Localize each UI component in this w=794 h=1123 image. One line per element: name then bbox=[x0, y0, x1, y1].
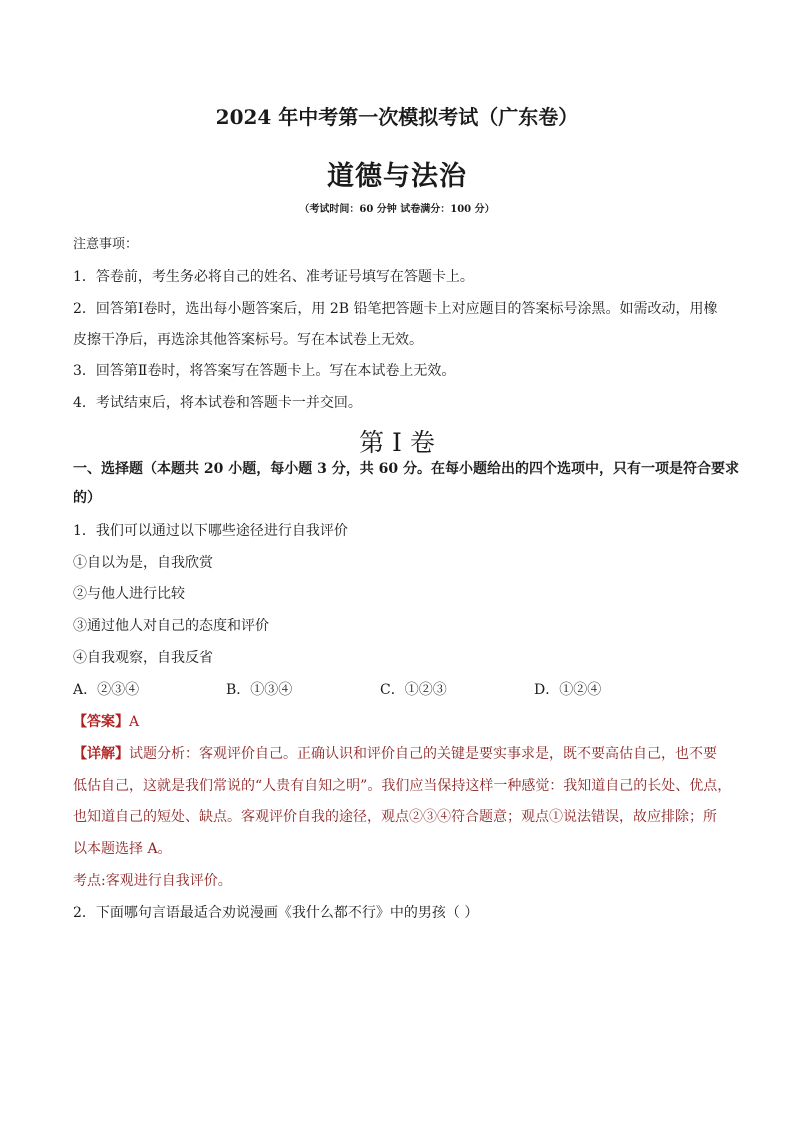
question-2-stem: 2．下面哪句言语最适合劝说漫画《我什么都不行》中的男孩（ ） bbox=[73, 905, 479, 921]
notice-item: 4．考试结束后，将本试卷和答题卡一并交回。 bbox=[73, 395, 362, 411]
answer-label: 【答案】 bbox=[73, 714, 129, 730]
section-heading-continued: 的） bbox=[73, 490, 101, 506]
option-d: D．①②④ bbox=[534, 682, 602, 698]
option-c: C．①②③ bbox=[380, 682, 447, 698]
explanation-text: 试题分析：客观评价自己。正确认识和评价自己的关键是要实事求是，既不要高估自己，也不要 bbox=[129, 746, 717, 762]
statement-item: ②与他人进行比较 bbox=[73, 586, 185, 602]
notice-item: 1．答卷前，考生务必将自己的姓名、准考证号填写在答题卡上。 bbox=[73, 269, 474, 285]
notice-item: 2．回答第Ⅰ卷时，选出每小题答案后，用 2B 铅笔把答题卡上对应题目的答案标号涂黑。如需改动，用橡 bbox=[73, 301, 718, 317]
explanation-line bbox=[73, 745, 717, 763]
statement-item: ④自我观察，自我反省 bbox=[73, 650, 213, 666]
answer-value: A bbox=[129, 714, 140, 730]
question-1-stem: 1．我们可以通过以下哪些途径进行自我评价 bbox=[73, 523, 348, 539]
explanation-line: 以本题选择 A。 bbox=[73, 841, 172, 857]
option-b: B．①③④ bbox=[226, 682, 293, 698]
exam-title: 2024 年中考第一次模拟考试（广东卷） bbox=[215, 105, 579, 129]
notice-item-continued: 皮擦干净后，再选涂其他答案标号。写在本试卷上无效。 bbox=[73, 332, 423, 348]
answer-line bbox=[73, 713, 139, 731]
notice-item: 3．回答第Ⅱ卷时，将答案写在答题卡上。写在本试卷上无效。 bbox=[73, 363, 456, 379]
subject-title: 道德与法治 bbox=[327, 161, 467, 192]
explanation-line: 也知道自己的短处、缺点。客观评价自我的途径，观点②③④符合题意；观点①说法错误，故应排除；所 bbox=[73, 809, 717, 825]
statement-item: ③通过他人对自己的态度和评价 bbox=[73, 618, 269, 634]
section-heading: 一、选择题（本题共 20 小题，每小题 3 分，共 60 分。在每小题给出的四个选项中，只有一项是符合要求 bbox=[73, 461, 739, 477]
statement-item: ①自以为是，自我欣赏 bbox=[73, 555, 213, 571]
explanation-line: 低估自己，这就是我们常说的“人贵有自知之明”。我们应当保持这样一种感觉：我知道自己的长处、优点， bbox=[73, 778, 732, 794]
volume-title: 第 I 卷 bbox=[359, 428, 435, 457]
option-a: A．②③④ bbox=[73, 682, 140, 698]
notice-heading: 注意事项： bbox=[73, 237, 139, 252]
explanation-label: 【详解】 bbox=[73, 746, 129, 762]
topic-note: 考点:客观进行自我评价。 bbox=[73, 873, 232, 889]
exam-info: （考试时间：60 分钟 试卷满分：100 分） bbox=[299, 204, 495, 215]
